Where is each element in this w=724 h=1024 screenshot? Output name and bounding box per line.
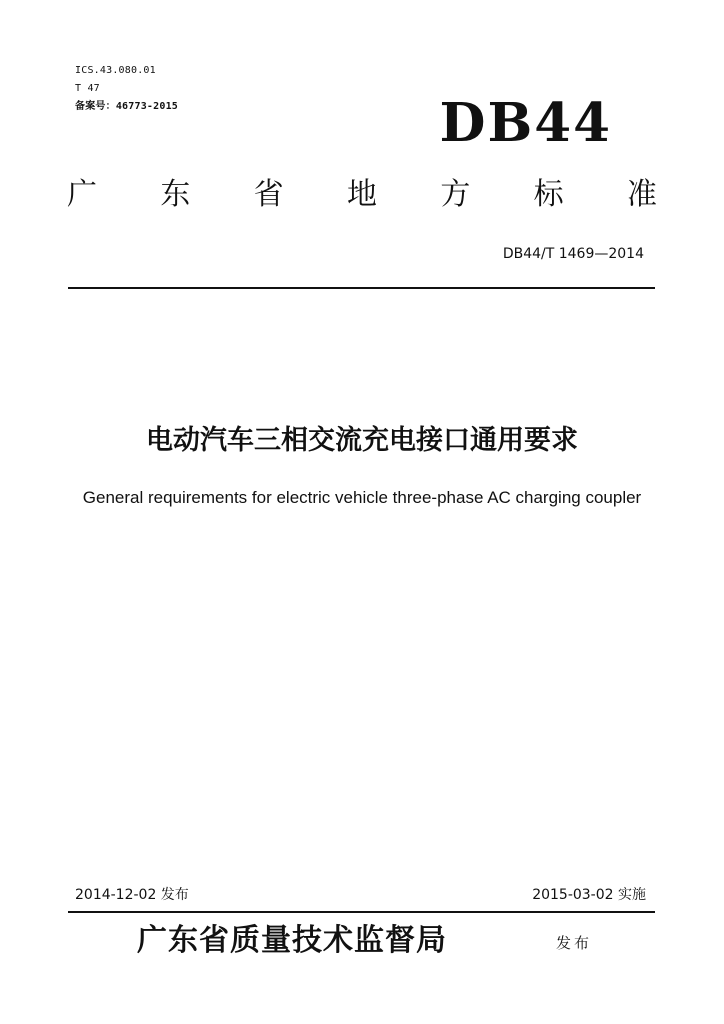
standard-type-char: 地 bbox=[346, 177, 377, 212]
bottom-divider bbox=[68, 911, 655, 913]
record-number-label: 备案号： bbox=[75, 101, 116, 112]
db-code-logo: DB44 bbox=[439, 92, 612, 154]
top-divider bbox=[68, 287, 655, 289]
standard-number: DB44/T 1469—2014 bbox=[502, 246, 644, 262]
record-number-value: 46773-2015 bbox=[115, 101, 179, 112]
title-chinese: 电动汽车三相交流充电接口通用要求 bbox=[146, 425, 578, 456]
issuing-authority: 广东省质量技术监督局 bbox=[137, 923, 447, 958]
standard-type-char: 广 bbox=[67, 177, 97, 212]
standard-type-char: 标 bbox=[533, 177, 564, 212]
standard-type-char: 省 bbox=[253, 177, 284, 212]
standard-type-char: 准 bbox=[626, 177, 657, 212]
title-english: General requirements for electric vehicle three-phase AC charging coupler bbox=[82, 488, 642, 507]
record-number bbox=[75, 101, 178, 113]
implementation-date: 2015-03-02 实施 bbox=[532, 887, 646, 903]
standard-type-heading bbox=[67, 176, 657, 214]
issuing-label: 发布 bbox=[556, 934, 593, 952]
issue-date: 2014-12-02 发布 bbox=[75, 887, 189, 903]
ccs-code: T 47 bbox=[75, 83, 100, 94]
ics-code: ICS.43.080.01 bbox=[75, 65, 156, 76]
standard-type-char: 东 bbox=[160, 177, 191, 212]
standard-type-char: 方 bbox=[440, 177, 471, 212]
